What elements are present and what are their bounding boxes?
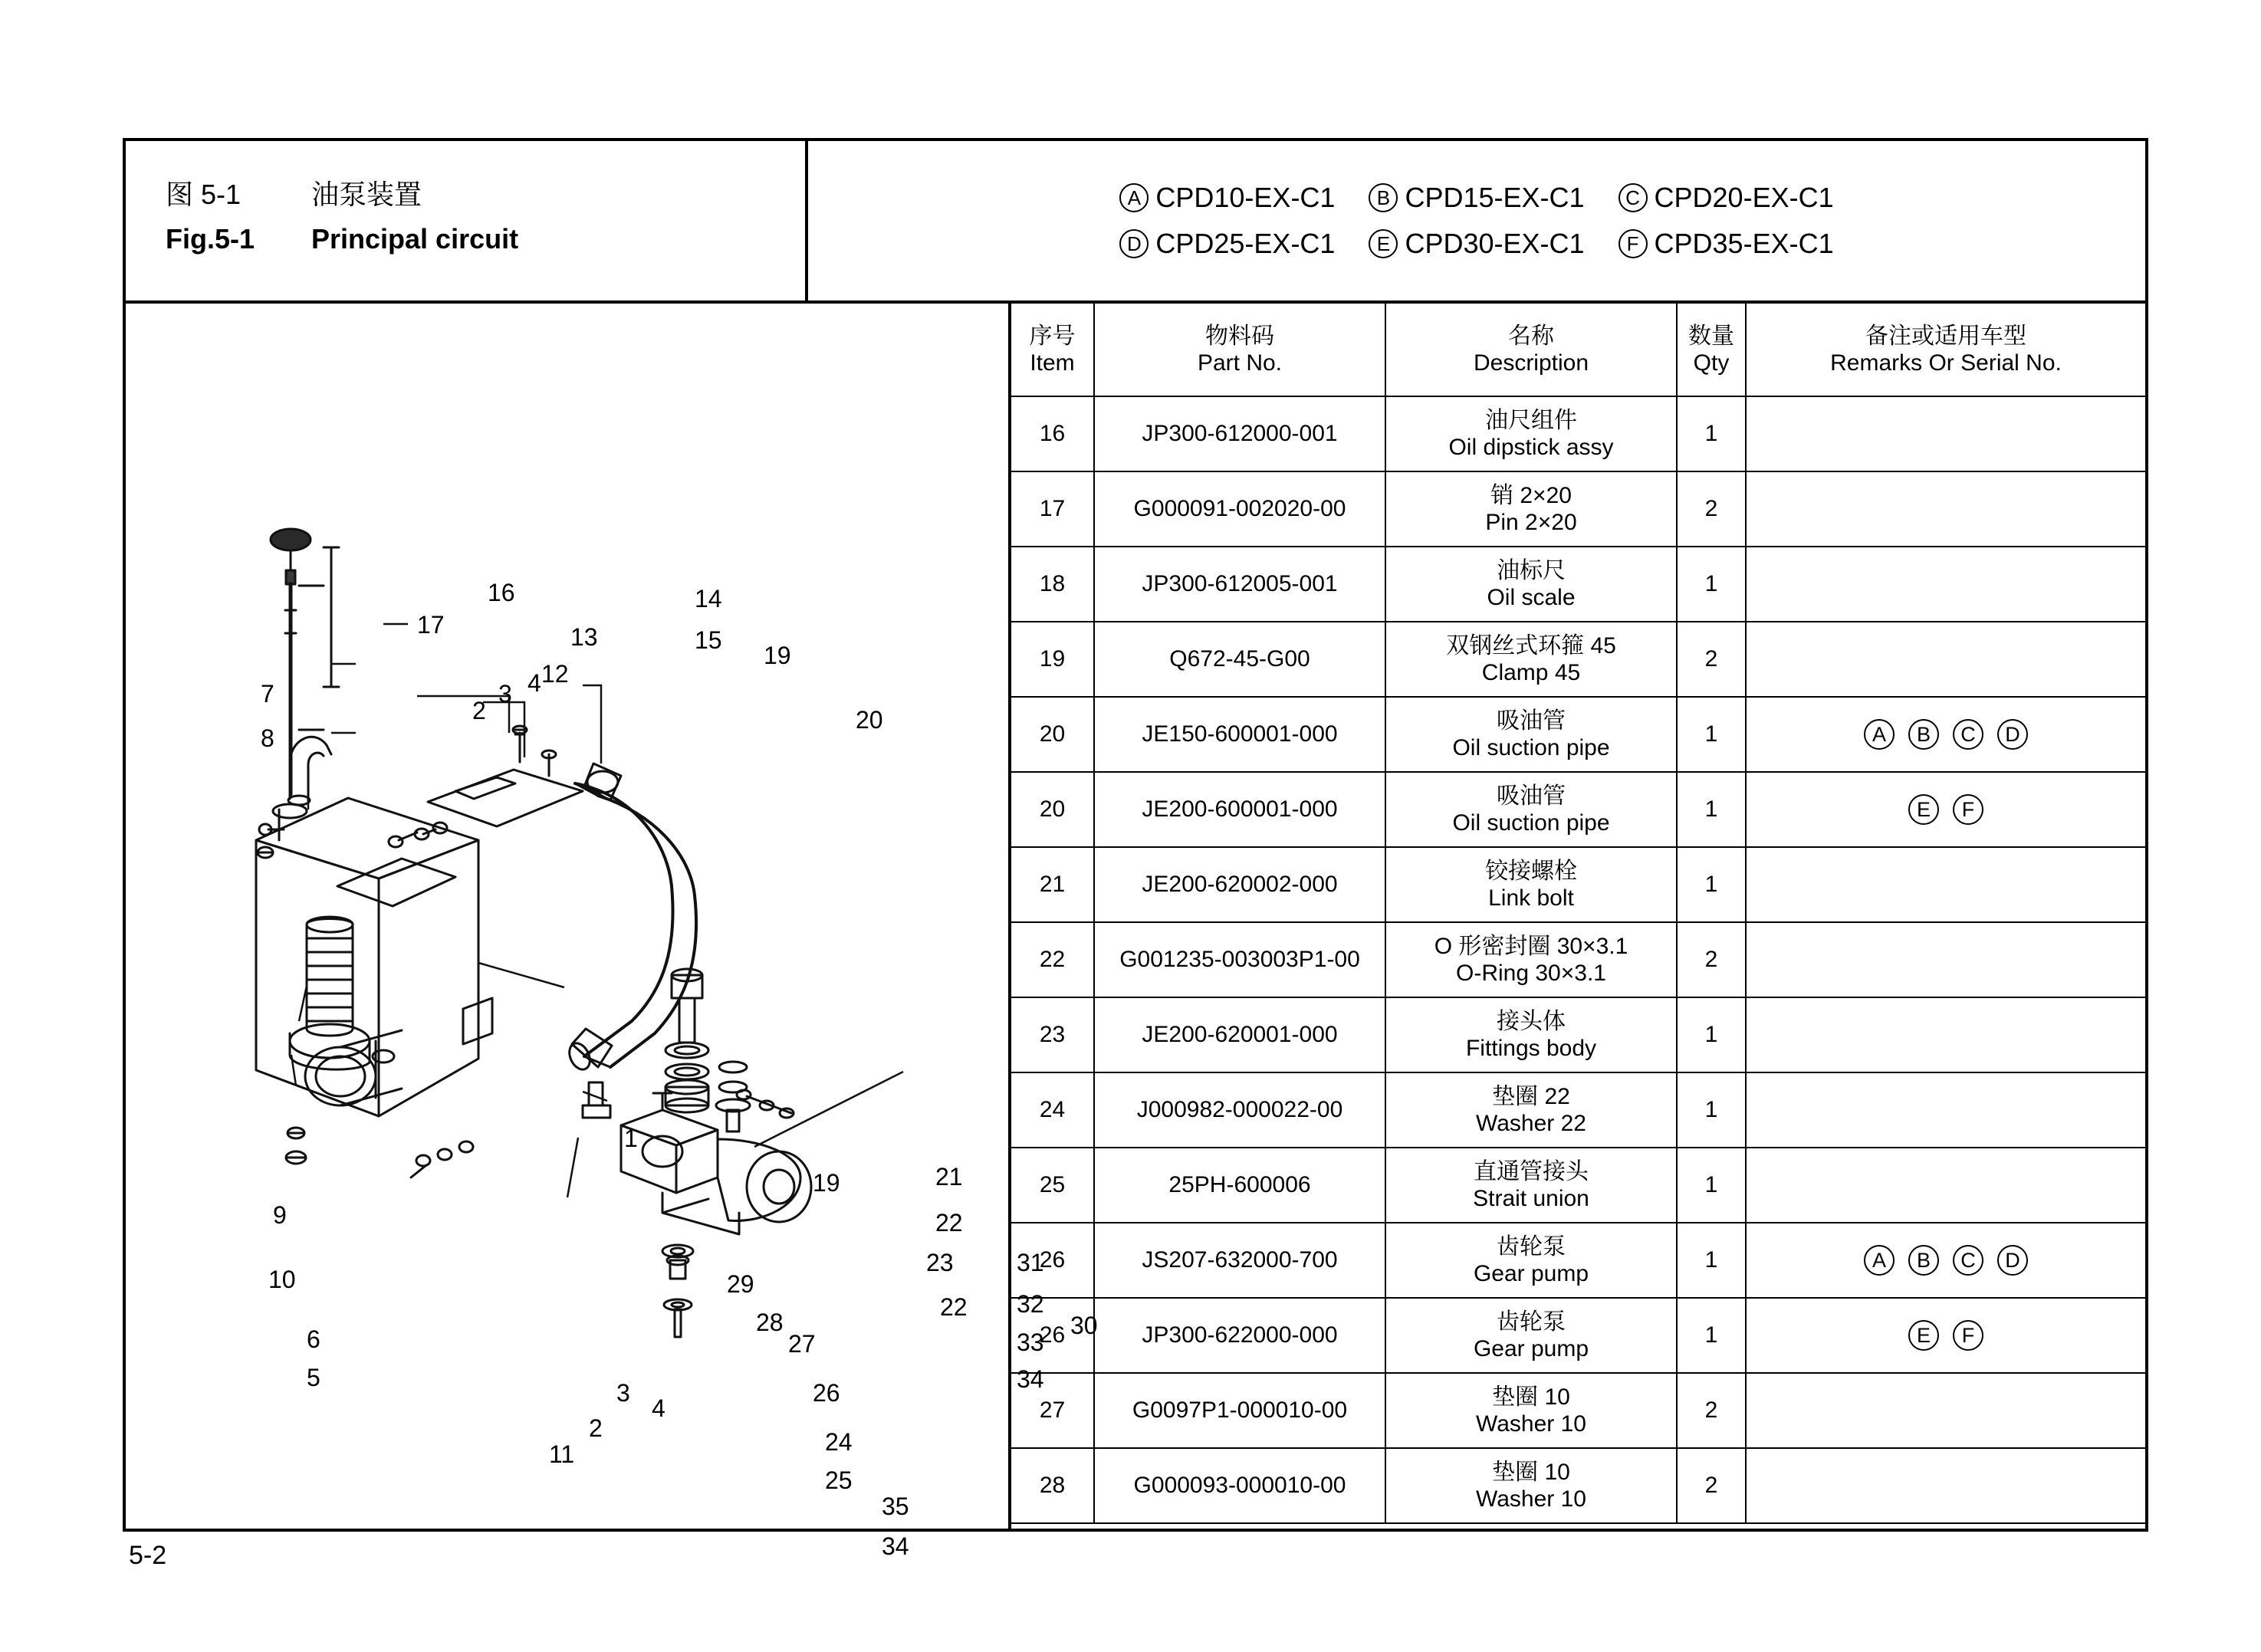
description-cn: 吸油管 [1497,708,1566,734]
svg-text:19: 19 [764,642,791,669]
cell-item: 19 [1011,622,1094,697]
description-cn: 吸油管 [1497,783,1566,809]
description-en: O-Ring 30×3.1 [1456,961,1606,986]
table-row [1011,622,2145,697]
model-item [1369,228,1584,260]
cell-item: 18 [1011,547,1094,622]
cell-part-no: JP300-622000-000 [1094,1298,1385,1373]
cell-remarks [1746,772,2145,847]
svg-text:5: 5 [307,1364,320,1391]
model-letter-badge: F [1953,1320,1983,1351]
cell-description [1385,697,1677,772]
cell-part-no: JP300-612000-001 [1094,396,1385,471]
description-en: Washer 10 [1476,1411,1586,1437]
svg-text:3: 3 [498,680,512,708]
description-cn: O 形密封圈 30×3.1 [1434,933,1628,959]
cell-part-no: JE200-600001-000 [1094,772,1385,847]
model-letter-badge: F [1619,229,1648,258]
description-en: Oil scale [1487,585,1576,610]
svg-text:30: 30 [1070,1312,1098,1339]
cell-item: 16 [1011,396,1094,471]
model-letter-badge: C [1953,719,1983,750]
cell-part-no: G000091-002020-00 [1094,471,1385,547]
cell-item: 24 [1011,1072,1094,1148]
col-qty: 数量 Qty [1677,304,1746,396]
cell-qty: 2 [1677,471,1746,547]
figure-title-en-row [166,223,805,255]
parts-table-body [1011,396,2145,1523]
model-letter-badge: C [1953,1245,1983,1276]
svg-text:21: 21 [935,1163,963,1191]
model-letter-badge: E [1369,229,1398,258]
cell-remarks [1746,922,2145,997]
description-en: Clamp 45 [1481,660,1581,685]
model-list [808,141,2145,301]
cell-qty: 1 [1677,396,1746,471]
svg-text:13: 13 [570,623,598,651]
model-name: CPD35-EX-C1 [1654,228,1834,259]
cell-part-no: 25PH-600006 [1094,1148,1385,1223]
description-en: Link bolt [1488,885,1574,911]
figure-title-en: Principal circuit [311,223,519,255]
model-item [1619,228,1834,260]
svg-text:22: 22 [940,1293,968,1321]
parts-table-pane [1011,304,2145,1529]
description-cn: 直通管接头 [1474,1158,1589,1184]
cell-description [1385,1373,1677,1448]
cell-item: 21 [1011,847,1094,922]
figure-header [126,141,2145,304]
svg-text:6: 6 [307,1325,320,1353]
remarks-badges [1747,794,2145,825]
description-en: Oil suction pipe [1452,810,1610,836]
cell-remarks [1746,1373,2145,1448]
figure-title-cn-row [166,173,805,212]
cell-qty: 1 [1677,1148,1746,1223]
cell-item: 22 [1011,922,1094,997]
svg-text:25: 25 [825,1466,853,1494]
cell-description [1385,1448,1677,1523]
table-row [1011,1148,2145,1223]
svg-text:17: 17 [417,611,445,639]
svg-text:2: 2 [589,1414,603,1442]
cell-remarks [1746,847,2145,922]
model-name: CPD25-EX-C1 [1155,228,1336,259]
model-name: CPD15-EX-C1 [1405,182,1585,213]
col-description: 名称 Description [1385,304,1677,396]
remarks-badges [1747,1320,2145,1351]
svg-text:7: 7 [261,680,274,708]
model-name: CPD30-EX-C1 [1405,228,1585,259]
svg-text:35: 35 [882,1493,909,1520]
svg-text:19: 19 [813,1169,840,1197]
cell-description [1385,1148,1677,1223]
svg-text:27: 27 [788,1330,816,1358]
description-cn: 销 2×20 [1490,482,1572,508]
cell-description [1385,997,1677,1072]
cell-part-no: G0097P1-000010-00 [1094,1373,1385,1448]
model-letter-badge: F [1953,794,1983,825]
cell-part-no: JP300-612005-001 [1094,547,1385,622]
table-row [1011,697,2145,772]
table-row [1011,396,2145,471]
cell-description [1385,772,1677,847]
cell-part-no: JE200-620002-000 [1094,847,1385,922]
cell-remarks [1746,997,2145,1072]
table-row [1011,772,2145,847]
cell-remarks [1746,1148,2145,1223]
model-letter-badge: C [1619,183,1648,212]
document-body [126,304,2145,1560]
cell-description [1385,471,1677,547]
cell-qty: 1 [1677,1223,1746,1298]
cell-item: 17 [1011,471,1094,547]
description-en: Gear pump [1473,1336,1589,1361]
cell-description [1385,396,1677,471]
cell-remarks [1746,471,2145,547]
svg-text:9: 9 [273,1201,287,1229]
model-letter-badge: B [1908,1245,1939,1276]
svg-text:14: 14 [695,585,722,613]
model-letter-badge: A [1864,1245,1895,1276]
description-cn: 齿轮泵 [1497,1233,1566,1260]
description-cn: 齿轮泵 [1497,1309,1566,1335]
svg-text:32: 32 [1017,1290,1044,1318]
description-cn: 铰接螺栓 [1485,858,1577,884]
model-row-1 [1103,182,1850,214]
model-letter-badge: D [1119,229,1149,258]
table-row [1011,1448,2145,1523]
cell-remarks [1746,1072,2145,1148]
remarks-badges [1747,1245,2145,1276]
description-en: Gear pump [1473,1261,1589,1286]
cell-part-no: G001235-003003P1-00 [1094,922,1385,997]
svg-text:34: 34 [882,1532,909,1560]
table-row [1011,922,2145,997]
description-en: Pin 2×20 [1485,510,1577,535]
cell-qty: 1 [1677,1298,1746,1373]
description-cn: 垫圈 22 [1492,1083,1570,1109]
table-row [1011,997,2145,1072]
svg-text:15: 15 [695,626,722,654]
svg-text:4: 4 [652,1394,665,1422]
figure-label-cn: 图 5-1 [166,179,242,210]
description-cn: 油标尺 [1497,557,1566,583]
cell-description [1385,547,1677,622]
svg-text:16: 16 [488,579,515,606]
cell-item: 28 [1011,1448,1094,1523]
cell-qty: 2 [1677,622,1746,697]
cell-item: 20 [1011,697,1094,772]
description-cn: 垫圈 10 [1492,1384,1570,1410]
cell-qty: 1 [1677,997,1746,1072]
col-part-no: 物料码 Part No. [1094,304,1385,396]
col-item: 序号 Item [1011,304,1094,396]
cell-remarks [1746,547,2145,622]
svg-text:12: 12 [541,660,569,688]
svg-text:33: 33 [1017,1328,1044,1356]
table-header-row [1011,304,2145,396]
cell-qty: 1 [1677,847,1746,922]
svg-text:11: 11 [549,1440,575,1468]
cell-description [1385,1072,1677,1148]
model-letter-badge: A [1119,183,1149,212]
description-en: Strait union [1473,1186,1589,1211]
model-letter-badge: D [1997,719,2028,750]
model-row-2 [1103,228,1850,260]
description-cn: 垫圈 10 [1492,1459,1570,1485]
table-row [1011,471,2145,547]
svg-text:34: 34 [1017,1365,1044,1393]
model-letter-badge: A [1864,719,1895,750]
description-cn: 接头体 [1497,1008,1566,1034]
svg-text:22: 22 [935,1209,963,1237]
table-row [1011,1373,2145,1448]
cell-qty: 1 [1677,772,1746,847]
cell-remarks [1746,396,2145,471]
cell-item: 23 [1011,997,1094,1072]
figure-title-block [126,141,808,301]
cell-description [1385,1298,1677,1373]
svg-text:26: 26 [813,1379,840,1407]
model-name: CPD10-EX-C1 [1155,182,1336,213]
table-row [1011,847,2145,922]
svg-text:8: 8 [261,724,274,752]
model-letter-badge: B [1369,183,1398,212]
document-frame [123,138,2148,1560]
description-en: Fittings body [1465,1036,1597,1061]
model-letter-badge: E [1908,1320,1939,1351]
svg-text:29: 29 [727,1270,754,1298]
cell-part-no: JE200-620001-000 [1094,997,1385,1072]
cell-qty: 1 [1677,547,1746,622]
svg-text:2: 2 [472,697,486,724]
description-cn: 油尺组件 [1485,407,1577,433]
svg-text:23: 23 [926,1249,954,1276]
cell-remarks [1746,1448,2145,1523]
svg-text:28: 28 [756,1309,784,1336]
description-en: Washer 10 [1476,1486,1586,1512]
model-name: CPD20-EX-C1 [1654,182,1834,213]
table-row [1011,1298,2145,1373]
cell-item: 25 [1011,1148,1094,1223]
model-letter-badge: B [1908,719,1939,750]
cell-qty: 2 [1677,922,1746,997]
cell-description [1385,847,1677,922]
cell-item: 27 [1011,1373,1094,1448]
cell-qty: 2 [1677,1373,1746,1448]
cell-part-no: G000093-000010-00 [1094,1448,1385,1523]
cell-description [1385,922,1677,997]
cell-part-no: JS207-632000-700 [1094,1223,1385,1298]
figure-label-en: Fig.5-1 [166,223,255,255]
cell-item: 26 [1011,1298,1094,1373]
cell-remarks [1746,1223,2145,1298]
model-letter-badge: D [1997,1245,2028,1276]
table-row [1011,1072,2145,1148]
svg-text:1: 1 [624,1125,638,1152]
model-item [1119,228,1335,260]
svg-text:31: 31 [1017,1249,1044,1276]
model-item [1119,182,1335,214]
table-row [1011,1223,2145,1298]
svg-text:3: 3 [616,1379,630,1407]
page-number: 5-2 [129,1541,167,1570]
cell-item: 26 [1011,1223,1094,1298]
model-item [1619,182,1834,214]
cell-remarks [1746,622,2145,697]
parts-table [1011,304,2145,1524]
cell-item: 20 [1011,772,1094,847]
cell-remarks [1746,1298,2145,1373]
svg-text:4: 4 [527,669,541,697]
cell-part-no: J000982-000022-00 [1094,1072,1385,1148]
cell-qty: 2 [1677,1448,1746,1523]
description-en: Oil suction pipe [1452,735,1610,760]
figure-title-cn: 油泵装置 [311,179,422,210]
description-en: Oil dipstick assy [1448,435,1614,460]
cell-part-no: Q672-45-G00 [1094,622,1385,697]
model-item [1369,182,1584,214]
cell-remarks [1746,697,2145,772]
table-row [1011,547,2145,622]
cell-description [1385,1223,1677,1298]
cell-part-no: JE150-600001-000 [1094,697,1385,772]
cell-description [1385,622,1677,697]
remarks-badges [1747,719,2145,750]
svg-text:10: 10 [268,1266,296,1293]
description-cn: 双钢丝式环箍 45 [1446,632,1616,659]
description-en: Washer 22 [1476,1111,1586,1136]
model-letter-badge: E [1908,794,1939,825]
svg-text:24: 24 [825,1428,853,1456]
svg-text:20: 20 [856,706,883,734]
cell-qty: 1 [1677,697,1746,772]
cell-qty: 1 [1677,1072,1746,1148]
col-remarks: 备注或适用车型 Remarks Or Serial No. [1746,304,2145,396]
